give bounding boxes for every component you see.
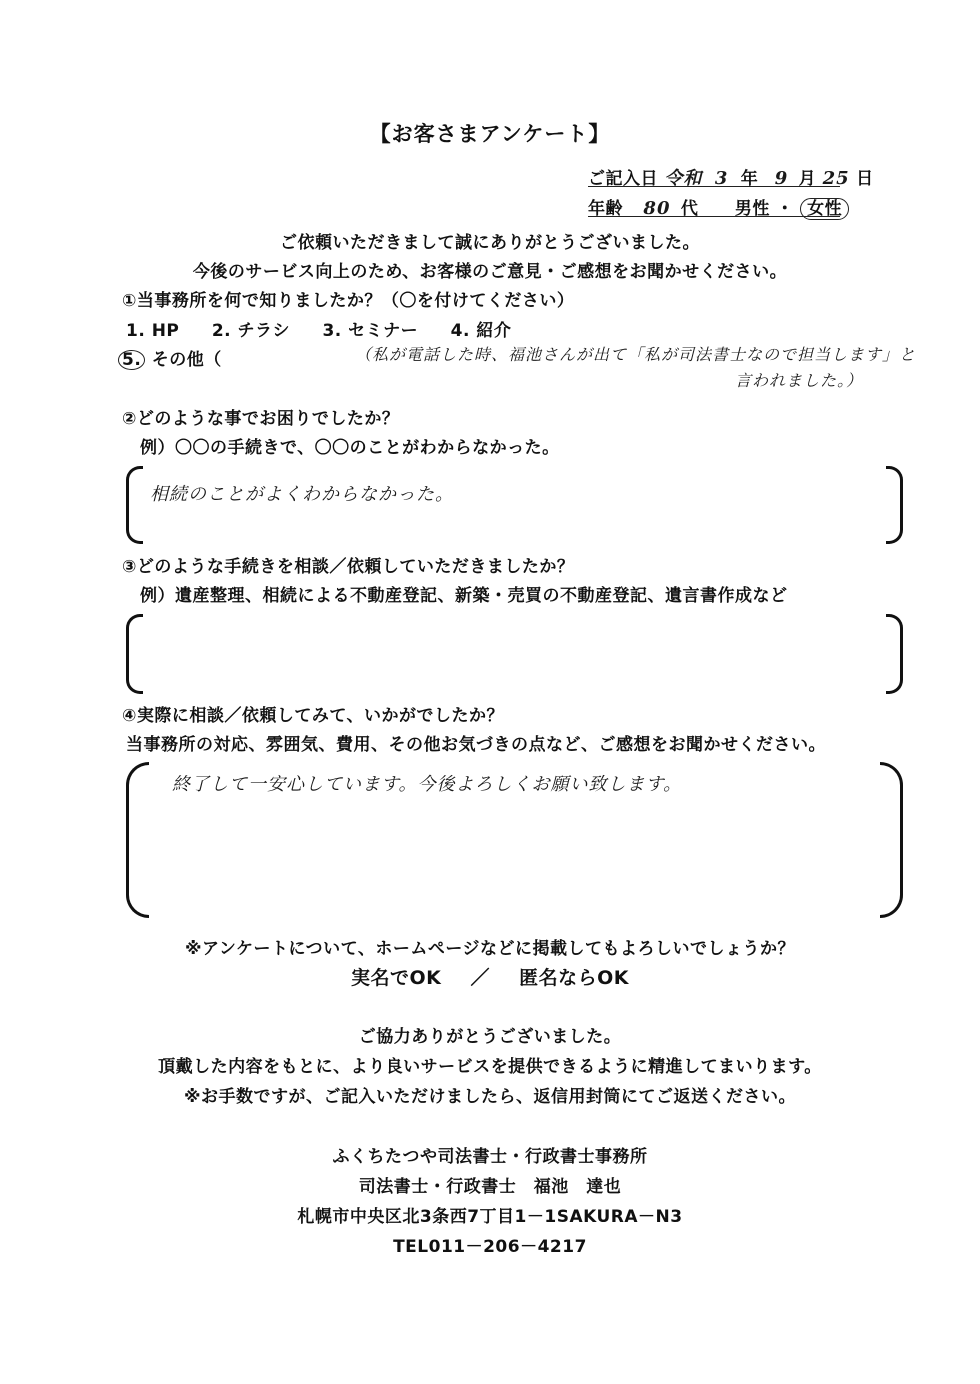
closing-line-3: ※お手数ですが、ご記入いただけましたら、返信用封筒にてご返送ください。 xyxy=(183,1087,797,1107)
publish-options xyxy=(0,963,980,990)
q4-answer: 終了して一安心しています。今後よろしくお願い致します。 xyxy=(172,774,683,795)
entry-date-year: 3 xyxy=(714,168,729,189)
age-label: 年齢 xyxy=(588,199,623,219)
age-value: 80 xyxy=(643,198,671,219)
q3-example: 例）遺産整理、相続による不動産登記、新築・売買の不動産登記、遺言書作成など xyxy=(140,586,788,606)
closing-line-2: 頂戴した内容をもとに、より良いサービスを提供できるように精進してまいります。 xyxy=(158,1057,822,1077)
publish-question: ※アンケートについて、ホームページなどに掲載してもよろしいでしょうか？ xyxy=(185,939,795,959)
entry-date-era: 令和 xyxy=(664,168,703,189)
entry-date-label: ご記入日 xyxy=(588,169,658,189)
q1-option-seminar: 3. セミナー xyxy=(322,321,419,341)
age-gender-row xyxy=(588,194,843,219)
survey-title: 【お客さまアンケート】 xyxy=(369,122,611,146)
office-person: 司法書士・行政書士 福池 達也 xyxy=(358,1177,622,1197)
q4-question: ④実際に相談／依頼してみて、いかがでしたか？ xyxy=(122,706,505,726)
q1-other-label: その他（ xyxy=(151,350,222,370)
entry-date-day-unit: 日 xyxy=(856,169,874,189)
q2-example: 例）〇〇の手続きで、〇〇のことがわからなかった。 xyxy=(140,438,560,458)
q3-question: ③どのような手続きを相談／依頼していただきましたか？ xyxy=(122,557,575,577)
age-unit: 代 xyxy=(680,199,699,219)
q1-option-flyer: 2. チラシ xyxy=(211,321,291,341)
gender-separator: ・ xyxy=(776,199,794,219)
q1-options xyxy=(126,316,537,341)
entry-date-year-unit: 年 xyxy=(740,169,759,189)
q2-answer-bracket-left xyxy=(126,466,143,544)
office-address: 札幌市中央区北3条西7丁目1－1SAKURA－N3 xyxy=(297,1207,683,1227)
q1-other-answer-line-1: （私が電話した時、福池さんが出て「私が司法書士なので担当します」と xyxy=(355,345,917,364)
q1-option-hp: 1. HP xyxy=(126,321,180,341)
entry-date-row xyxy=(588,164,874,189)
q2-answer-bracket-right xyxy=(886,466,903,544)
publish-option-anonymous: 匿名ならOK xyxy=(519,967,630,989)
q1-question: ①当事務所を何で知りましたか？（〇を付けてください） xyxy=(122,291,575,311)
q3-answer-bracket-right xyxy=(886,614,903,694)
q1-other-answer-line-2: 言われました。） xyxy=(735,371,864,390)
closing-line-1: ご協力ありがとうございました。 xyxy=(358,1027,622,1047)
publish-option-real-name: 実名でOK xyxy=(350,967,442,989)
intro-line-2: 今後のサービス向上のため、お客様のご意見・ご感想をお聞かせください。 xyxy=(192,262,788,282)
entry-date-day: 25 xyxy=(822,168,850,189)
entry-date-month: 9 xyxy=(774,168,789,189)
q2-answer: 相続のことがよくわからなかった。 xyxy=(150,484,454,505)
q1-option-referral: 4. 紹介 xyxy=(450,321,512,341)
q4-answer-bracket-left xyxy=(126,762,149,918)
q4-example: 当事務所の対応、雰囲気、費用、その他お気づきの点など、ご感想をお聞かせください。 xyxy=(126,735,826,755)
publish-separator: ／ xyxy=(470,967,490,989)
office-name: ふくちたつや司法書士・行政書士事務所 xyxy=(332,1147,648,1167)
q4-answer-bracket-right xyxy=(880,762,903,918)
office-tel: TEL011－206－4217 xyxy=(393,1237,587,1257)
intro-line-1: ご依頼いただきまして誠にありがとうございました。 xyxy=(280,233,700,253)
q2-question: ②どのような事でお困りでしたか？ xyxy=(122,409,400,429)
q1-other-row xyxy=(118,345,222,370)
gender-female-option-circled: 女性 xyxy=(800,198,849,220)
entry-date-month-unit: 月 xyxy=(798,169,817,189)
q1-other-number-circled: 5. xyxy=(118,350,145,370)
gender-male-option: 男性 xyxy=(734,199,770,219)
q3-answer-bracket-left xyxy=(126,614,143,694)
